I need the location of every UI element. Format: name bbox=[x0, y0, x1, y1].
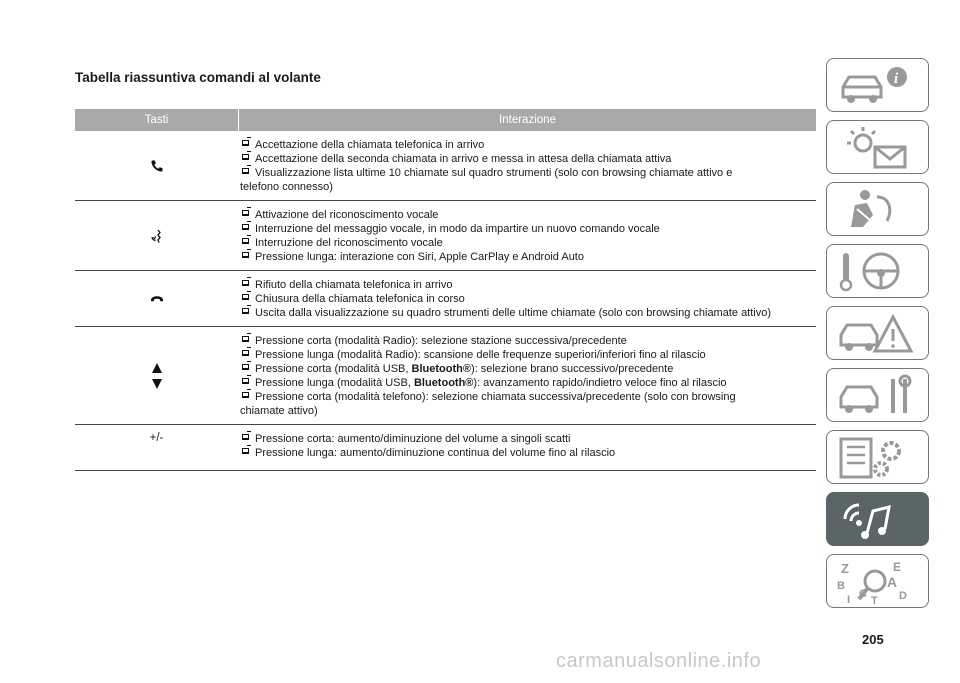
list-item: Pressione corta (modalità Radio): selezione stazione successiva/precedente bbox=[240, 334, 816, 348]
car-emergency-icon bbox=[837, 311, 917, 357]
index-letter: B bbox=[837, 580, 845, 592]
interaction-list bbox=[238, 432, 816, 460]
phone-answer-icon bbox=[150, 159, 164, 173]
phone-hangup-icon bbox=[150, 294, 164, 304]
list-item: Chiusura della chiamata telefonica in corso bbox=[240, 292, 816, 306]
index-letter: C bbox=[859, 588, 867, 600]
key-cell bbox=[75, 334, 238, 418]
interaction-list bbox=[238, 278, 816, 320]
list-item: Rifiuto della chiamata telefonica in arrivo bbox=[240, 278, 816, 292]
page-number: 205 bbox=[862, 632, 884, 647]
table-header bbox=[75, 109, 816, 131]
table-row bbox=[75, 425, 816, 471]
voice-command-icon bbox=[149, 228, 165, 244]
car-tools-icon bbox=[837, 373, 917, 419]
commands-table bbox=[75, 109, 816, 471]
seat-airbag-icon bbox=[837, 187, 917, 233]
table-row bbox=[75, 201, 816, 271]
table-row bbox=[75, 131, 816, 201]
svg-text:i: i bbox=[894, 71, 899, 87]
index-letter: E bbox=[893, 560, 902, 574]
warning-lights-message-icon bbox=[837, 125, 917, 171]
tab-index[interactable] bbox=[826, 554, 929, 608]
list-item: Pressione lunga (modalità Radio): scansione delle frequenze superiori/inferiori fino al rilascio bbox=[240, 348, 816, 362]
tab-car-tools[interactable] bbox=[826, 368, 929, 422]
index-letter: T bbox=[871, 595, 878, 605]
list-item: Pressione lunga: aumento/diminuzione continua del volume fino al rilascio bbox=[240, 446, 816, 460]
key-cell bbox=[75, 432, 238, 460]
key-cell bbox=[75, 278, 238, 320]
list-item: Accettazione della seconda chiamata in arrivo e messa in attesa della chiamata attiva bbox=[240, 152, 816, 166]
up-down-arrows-icon bbox=[152, 363, 162, 389]
index-letter: Z bbox=[841, 561, 849, 576]
interaction-list bbox=[238, 334, 816, 418]
page-title: Tabella riassuntiva comandi al volante bbox=[75, 70, 321, 85]
list-item: Pressione corta (modalità USB, Bluetooth®): selezione brano successivo/precedente bbox=[240, 362, 816, 376]
index-letter: A bbox=[887, 574, 898, 590]
tab-car-emergency[interactable] bbox=[826, 306, 929, 360]
multimedia-music-icon bbox=[837, 497, 917, 543]
list-item: Interruzione del messaggio vocale, in modo da impartire un nuovo comando vocale bbox=[240, 222, 816, 236]
list-item: Attivazione del riconoscimento vocale bbox=[240, 208, 816, 222]
index-letter: D bbox=[899, 590, 907, 602]
tab-car-info[interactable] bbox=[826, 58, 929, 112]
tab-seat-airbag[interactable] bbox=[826, 182, 929, 236]
index-letter: I bbox=[847, 594, 851, 605]
list-item: Pressione lunga (modalità USB, Bluetooth®): avanzamento rapido/indietro veloce fino al rilascio bbox=[240, 376, 816, 390]
volume-key-label: +/- bbox=[149, 432, 164, 444]
table-row bbox=[75, 271, 816, 327]
tab-specifications[interactable] bbox=[826, 430, 929, 484]
header-tasti: Tasti bbox=[144, 114, 169, 126]
watermark: carmanualsonline.info bbox=[556, 650, 762, 672]
list-item: Pressione corta (modalità telefono): selezione chiamata successiva/precedente (solo con browsing chiamate attivo) bbox=[240, 391, 736, 417]
index-search-icon bbox=[837, 559, 917, 605]
table-row bbox=[75, 327, 816, 425]
car-info-icon bbox=[837, 63, 917, 109]
list-item: Visualizzazione lista ultime 10 chiamate sul quadro strumenti (solo con browsing chiamate attivo e telefono connesso) bbox=[240, 167, 733, 193]
tab-key-steering[interactable] bbox=[826, 244, 929, 298]
list-item: Pressione corta: aumento/diminuzione del volume a singoli scatti bbox=[240, 432, 816, 446]
key-steering-wheel-icon bbox=[837, 249, 917, 295]
specifications-gear-icon bbox=[837, 435, 917, 481]
interaction-list bbox=[238, 208, 816, 264]
tab-multimedia[interactable] bbox=[826, 492, 929, 546]
key-cell bbox=[75, 138, 238, 194]
header-interazione: Interazione bbox=[238, 109, 816, 131]
list-item: Interruzione del riconoscimento vocale bbox=[240, 236, 816, 250]
tab-warning-lights[interactable] bbox=[826, 120, 929, 174]
list-item: Uscita dalla visualizzazione su quadro strumenti delle ultime chiamate (solo con browsing chiamate attivo) bbox=[240, 306, 816, 320]
list-item: Accettazione della chiamata telefonica in arrivo bbox=[240, 138, 816, 152]
key-cell bbox=[75, 208, 238, 264]
interaction-list bbox=[238, 138, 816, 194]
list-item: Pressione lunga: interazione con Siri, Apple CarPlay e Android Auto bbox=[240, 250, 816, 264]
